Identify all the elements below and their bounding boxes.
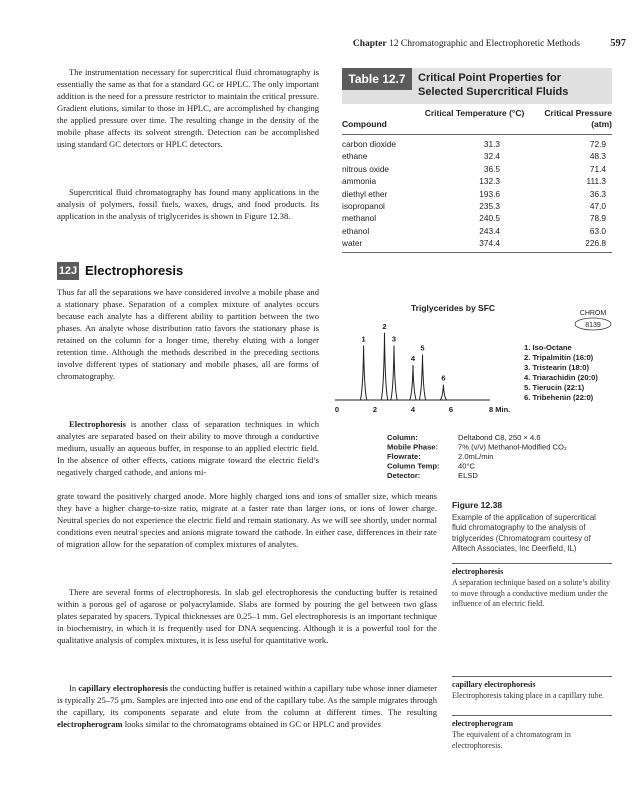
table-cell-temp: 32.4 bbox=[483, 151, 500, 162]
col-critical-temp: Critical Temperature (°C) bbox=[424, 108, 525, 118]
peak-1 bbox=[360, 345, 366, 400]
table-row bbox=[342, 212, 612, 224]
glossary-definition: Electrophoresis taking place in a capillary tube. bbox=[452, 690, 605, 700]
condition-value: 7% (v/v) Methanol-Modified CO₂ bbox=[458, 442, 567, 452]
paragraph-capillary bbox=[57, 682, 437, 730]
table-rule-top bbox=[342, 134, 612, 135]
running-head bbox=[0, 38, 640, 52]
x-ticks bbox=[335, 405, 510, 414]
condition-label: Mobile Phase: bbox=[387, 442, 439, 452]
chapter-title: 12 Chromatographic and Electrophoretic Methods bbox=[388, 39, 580, 49]
x-tick-label: 2 bbox=[372, 405, 378, 414]
peak-label-3: 3 bbox=[391, 334, 397, 344]
table-cell-pressure: 72.9 bbox=[589, 139, 606, 149]
table-body bbox=[342, 138, 612, 250]
term-capillary-electrophoresis: capillary electrophoresis bbox=[78, 683, 168, 693]
table-cell-compound: methanol bbox=[342, 213, 377, 224]
table-cell-pressure: 226.8 bbox=[585, 238, 606, 249]
condition-label: Flowrate: bbox=[387, 452, 421, 461]
table-row bbox=[342, 200, 612, 212]
glossary-capillary-electrophoresis bbox=[452, 676, 612, 702]
table-row bbox=[342, 237, 612, 249]
section-number: 12J bbox=[57, 262, 79, 280]
glossary-rule bbox=[452, 563, 612, 564]
x-tick-label: 6 bbox=[448, 405, 454, 414]
paragraph-electrophoresis-text: is another class of separation techniques in which analytes are separated based on their ability to move through a conductive medium, usually an aqueous buffer, in response to an applied electric field. In the absence of other effects, cations migrate toward the electric field’s negatively charged cathode, and anions mi- bbox=[57, 419, 319, 477]
chrom-logo-text: CHROM bbox=[579, 310, 607, 317]
chrom-logo-number: 8139 bbox=[585, 322, 601, 329]
paragraph-capillary-mid: the conducting buffer is retained within a capillary tube whose inner diameter is typically 25–75 μm. Samples are injected into one end of the capillary tube. As the sample migrates through the capillary, its components separate and elute from the column at different times. The resulting bbox=[57, 683, 438, 717]
paragraph-electrophoresis-definition bbox=[57, 418, 319, 478]
chapter-word: Chapter bbox=[352, 39, 387, 49]
table-cell-temp: 243.4 bbox=[479, 225, 500, 236]
x-tick-label: 0 bbox=[334, 405, 340, 414]
peak-5 bbox=[419, 355, 425, 401]
caption-title: Figure 12.38 bbox=[452, 500, 503, 510]
table-row bbox=[342, 150, 612, 162]
legend-entry: 2. Tripalmitin (16:0) bbox=[524, 353, 594, 362]
glossary-definition: The equivalent of a chromatogram in electrophoresis. bbox=[452, 729, 571, 750]
table-cell-compound: carbon dioxide bbox=[342, 139, 396, 149]
peak-2 bbox=[381, 333, 387, 400]
figure-caption bbox=[452, 500, 612, 555]
peak-label-2: 2 bbox=[382, 321, 387, 331]
glossary-term: capillary electrophoresis bbox=[452, 680, 536, 689]
table-cell-temp: 132.3 bbox=[479, 176, 500, 187]
glossary-rule bbox=[452, 676, 612, 677]
x-tick-label: 4 bbox=[410, 405, 416, 414]
paragraph-migration: grate toward the positively charged anode. More highly charged ions and ions of smaller size, which means they have a higher charge-to-size ratio, migrate at a faster rate than larger ions, or ions of lower charge. Neutral species do not experience the electric field and remain stationary. As we will see shortly, under normal conditions even neutral species and anions migrate toward the cathode. In either case, differences in their rate of migration allow for the separation of complex mixtures of analytes. bbox=[57, 491, 437, 549]
table-cell-compound: nitrous oxide bbox=[342, 163, 390, 174]
chart-title: Triglycerides by SFC bbox=[410, 303, 496, 313]
condition-value: 2.0mL/min bbox=[458, 452, 494, 461]
table-title: Critical Point Properties for Selected Supercritical Fluids bbox=[418, 72, 569, 98]
term-electrophoresis: Electrophoresis bbox=[69, 419, 126, 429]
table-cell-pressure: 63.0 bbox=[589, 225, 606, 236]
paragraph-capillary-lead: In bbox=[69, 683, 79, 693]
glossary-definition: A separation technique based on a solute’s ability to move through a conductive medium under the influence of an electric field. bbox=[452, 577, 610, 609]
condition-value: Deltabond C8, 250 × 4.6 bbox=[458, 433, 541, 442]
table-cell-pressure: 78.9 bbox=[589, 213, 606, 224]
chromatogram-peaks bbox=[360, 333, 446, 400]
glossary-electrophoresis bbox=[452, 563, 612, 610]
table-cell-temp: 235.3 bbox=[479, 200, 500, 211]
paragraph-forms: There are several forms of electrophoresis. In slab gel electrophoresis the conducting buffer is retained within a porous gel of agarose or polyacrylamide. Slabs are formed by pouring the gel between two glass plates separated by spacers. Typical thicknesses are 0.25–1 mm. Gel electrophoresis is an important technique in biochemistry, in which it is frequently used for DNA sequencing. Although it is a powerful tool for the qualitative analysis of complex mixtures, it is less useful for quantitative work. bbox=[57, 587, 437, 645]
table-cell-temp: 374.4 bbox=[479, 238, 500, 249]
table-cell-pressure: 36.3 bbox=[589, 188, 606, 199]
peak-labels bbox=[362, 322, 446, 383]
glossary-term: electropherogram bbox=[452, 719, 514, 728]
table-cell-compound: ethane bbox=[342, 151, 368, 162]
term-electropherogram: electropherogram bbox=[57, 719, 123, 729]
table-cell-pressure: 111.3 bbox=[586, 176, 606, 187]
table-row bbox=[342, 138, 612, 150]
table-cell-compound: water bbox=[342, 238, 363, 249]
table-cell-temp: 36.5 bbox=[483, 163, 500, 174]
peak-6 bbox=[440, 385, 446, 400]
condition-value: 40°C bbox=[458, 461, 475, 471]
table-row bbox=[342, 163, 612, 175]
peak-3 bbox=[391, 345, 397, 400]
table-row bbox=[342, 175, 612, 187]
table-cell-compound: isopropanol bbox=[342, 200, 385, 211]
table-cell-pressure: 47.0 bbox=[589, 200, 606, 211]
table-row bbox=[342, 225, 612, 237]
table-rule-bottom bbox=[342, 252, 612, 253]
glossary-rule bbox=[452, 715, 612, 716]
x-tick-label: 8 Min. bbox=[489, 405, 511, 414]
legend-entry: 5. Tierucin (22:1) bbox=[524, 383, 585, 392]
peak-label-1: 1 bbox=[361, 334, 366, 344]
condition-label: Column: bbox=[387, 433, 418, 442]
paragraph-separations-intro: Thus far all the separations we have considered involve a mobile phase and a stationary phase. Separation of a complex mixture of analytes occurs because each analyte has a different ability to partition between the two phases. An analyte whose distribution ratio favors the stationary phase is retained on the column for a longer time, thereby eluting with a longer retention time. Although the methods described in the preceding sections involve different types of stationary and mobile phases, all are forms of chromatography. bbox=[57, 287, 319, 381]
section-title: Electrophoresis bbox=[85, 263, 184, 278]
table-cell-pressure: 71.4 bbox=[589, 163, 606, 174]
page-number: 597 bbox=[610, 38, 626, 49]
chromatogram-svg bbox=[325, 295, 625, 495]
peak-label-4: 4 bbox=[410, 354, 416, 363]
table-cell-pressure: 48.3 bbox=[589, 151, 606, 162]
table-cell-compound: ammonia bbox=[342, 176, 377, 187]
caption-text: Example of the application of supercritical fluid chromatography to the analysis of triglycerides (Chromatogram courtesy of Alltech Associates, Inc Deerfield, IL) bbox=[452, 512, 596, 553]
paragraph-sfc-applications: Supercritical fluid chromatography has found many applications in the analysis of polymers, fossil fuels, waxes, drugs, and food products. Its application in the analysis of triglycerides is shown in Figure 12.38. bbox=[57, 187, 319, 221]
table-row bbox=[342, 188, 612, 200]
table-column-headers bbox=[342, 108, 612, 132]
glossary-term: electrophoresis bbox=[452, 567, 504, 576]
glossary-electropherogram bbox=[452, 715, 612, 751]
legend-entry: 3. Tristearin (18:0) bbox=[524, 363, 589, 372]
peak-label-5: 5 bbox=[420, 343, 425, 353]
paragraph-sfc-instrumentation: The instrumentation necessary for supercritical fluid chromatography is essentially the same as that for a standard GC or HPLC. The only important addition is the need for a pressure restrictor to maintain the critical pressure. Gradient elutions, similar to those in HPLC, are accomplished by changing the applied pressure over time. The resulting change in the density of the mobile phase affects its solvent strength. Detection can be accomplished using standard GC detectors or HPLC detectors. bbox=[57, 67, 319, 149]
paragraph-capillary-end: looks similar to the chromatograms obtained in GC or HPLC and provides bbox=[122, 719, 381, 729]
legend-entry: 6. Tribehenin (22:0) bbox=[524, 393, 594, 402]
table-cell-compound: diethyl ether bbox=[342, 188, 388, 199]
condition-label: Column Temp: bbox=[387, 461, 440, 471]
run-conditions bbox=[387, 433, 567, 480]
running-head-title bbox=[353, 39, 580, 49]
table-header bbox=[342, 68, 612, 104]
col-compound: Compound bbox=[342, 119, 387, 129]
table-cell-temp: 240.5 bbox=[479, 213, 500, 224]
legend bbox=[524, 343, 598, 402]
peak-label-6: 6 bbox=[441, 373, 446, 383]
table-cell-compound: ethanol bbox=[342, 225, 370, 236]
table-cell-temp: 31.3 bbox=[483, 139, 500, 149]
peak-4 bbox=[410, 365, 416, 400]
legend-entry: 4. Triarachidin (20:0) bbox=[524, 373, 598, 382]
table-cell-temp: 193.6 bbox=[479, 188, 500, 199]
legend-entry: 1. Iso-Octane bbox=[524, 343, 572, 352]
col-critical-pressure: Critical Pressure (atm) bbox=[544, 108, 612, 129]
table-label: Table 12.7 bbox=[342, 68, 412, 90]
figure-chromatogram bbox=[325, 295, 625, 495]
condition-value: ELSD bbox=[458, 471, 478, 480]
condition-label: Detector: bbox=[387, 471, 421, 480]
